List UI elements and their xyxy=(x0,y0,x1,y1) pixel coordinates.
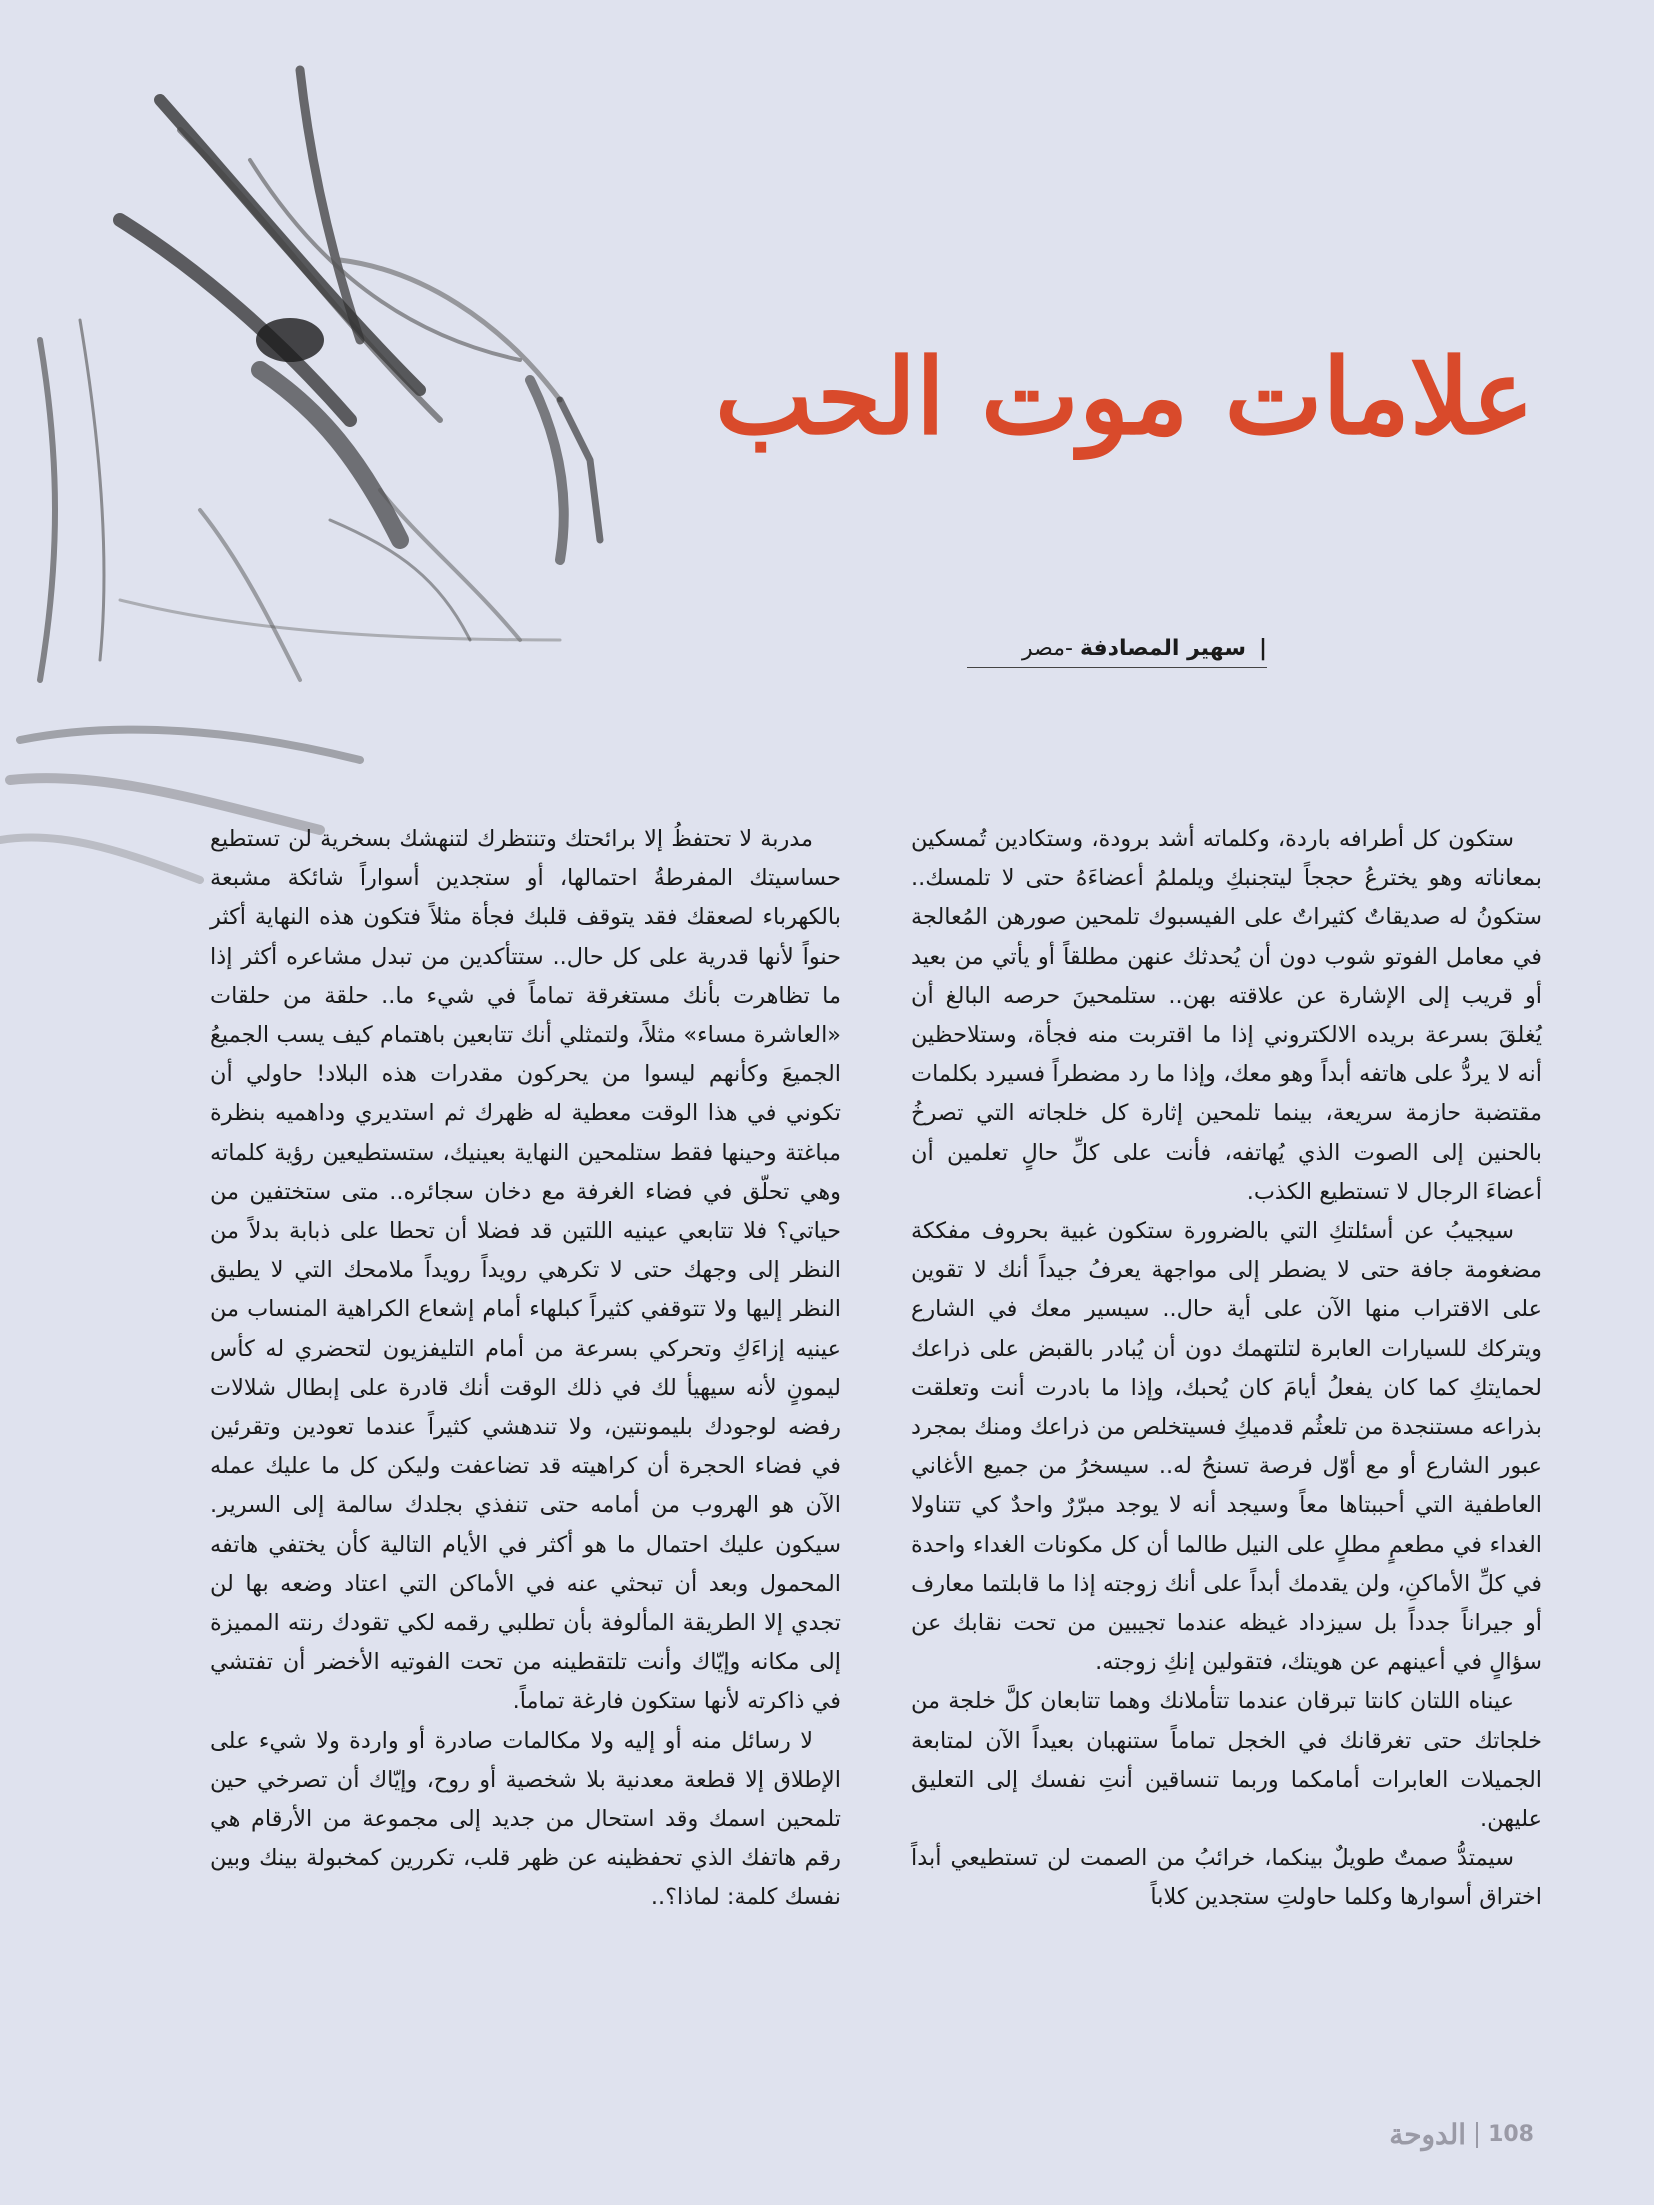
text-column-right xyxy=(911,820,1542,1918)
paragraph: عيناه اللتان كانتا تبرقان عندما تتأملانك وهما تتابعان كلَّ خلجة من خلجاتك حتى تغرقانك في الخجل تماماً ستنهبان بعيداً الآن لمتابعة الجميلات العابرات أمامكما وربما تنساقين أنتِ نفسك إلى التعليق عليهن. xyxy=(911,1688,1542,1833)
byline-separator: | xyxy=(1258,636,1267,661)
page-number: 108 xyxy=(1488,2122,1534,2147)
author-country: -مصر xyxy=(1021,636,1073,661)
ink-illustration xyxy=(0,40,740,900)
paragraph: ستكون كل أطرافه باردة، وكلماته أشد برودة، وستكادين تُمسكين بمعاناته وهو يخترعُ حججاً ليتجنبكِ ويلملمُ أعضاءَهُ حتى لا تلمسك.. ستكونُ له صديقاتٌ كثيراتٌ على الفيسبوك تلمحين صورهن المُعالجة في معامل الفوتو شوب دون أن يُحدثك عنهن مطلقاً أو يأتي من بعيد أو قريب إلى الإشارة عن علاقته بهن.. ستلمحينَ حرصه البالغ أن يُغلقَ بسرعة بريده الالكتروني إذا ما اقتربت منه فجأة، وستلاحظين أنه لا يردُّ على هاتفه أبداً وهو معك، وإذا ما رد مضطراً فسيرد بكلمات مقتضبة حازمة سريعة، بينما تلمحين إثارة كل خلجاته التي تصرخُ بالحنين إلى الصوت الذي يُهاتفه، فأنت على كلِّ حالٍ تعلمين أن أعضاءَ الرجال لا تستطيع الكذب. xyxy=(911,826,1542,1205)
paragraph: لا رسائل منه أو إليه ولا مكالمات صادرة أو واردة ولا شيء على الإطلاق إلا قطعة معدنية بلا شخصية أو روح، وإيّاك أن تصرخي حين تلمحين اسمك وقد استحال من جديد إلى مجموعة من الأرقام هي رقم هاتفك الذي تحفظينه عن ظهر قلب، تكررين كمخبولة بينك وبين نفسك كلمة: لماذا؟.. xyxy=(210,1727,841,1911)
magazine-logo: الدوحة xyxy=(1389,2118,1467,2151)
paragraph: مدربة لا تحتفظُ إلا برائحتك وتنتظرك لتنهشك بسخرية لن تستطيع حساسيتك المفرطةُ احتمالها، أو ستجدين أسواراً شائكة مشبعة بالكهرباء لصعقك فقد يتوقف قلبك فجأة مثلاً فتكون هذه النهاية أكثر حنواً لأنها قدرية على كل حال.. ستتأكدين من تبدل مشاعره أكثر إذا ما تظاهرت بأنك مستغرقة تماماً في شيء ما.. حلقة من حلقات «العاشرة مساء» مثلاً، ولتمثلي أنك تتابعين باهتمام كيف يسب الجميعُ الجميعَ وكأنهم ليسوا من يحركون مقدرات هذه البلاد! حاولي أن تكوني في هذا الوقت معطية له ظهرك ثم استديري وداهميه بنظرة مباغتة وحينها فقط ستلمحين النهاية بعينيك، ستستطيعين رؤية كلماته وهي تحلّق في فضاء الغرفة مع دخان سجائره.. متى ستختفين من حياتي؟ فلا تتابعي عينيه اللتين قد فضلا أن تحطا على ذبابة بدلاً من النظر إلى وجهك حتى لا تكرهي رويداً رويداً ملامحك التي لا يطيق النظر إليها ولا تتوقفي كثيراً كبلهاء أمام إشعاع الكراهية المنساب من عينيه إزاءَكِ وتحركي بسرعة من أمام التليفزيون لتحضري له كأس ليمونٍ لأنه سيهيأ لك في ذلك الوقت أنك قادرة على إبطال شلالات رفضه لوجودك بليمونتين، ولا تندهشي كثيراً عندما تعودين وتقرئين في فضاء الحجرة أن كراهيته قد تضاعفت وليكن كل ما عليك عمله الآن هو الهروب من أمامه حتى تنفذي بجلدك سالمة إلى السرير. سيكون عليك احتمال ما هو أكثر في الأيام التالية كأن يختفي هاتفه المحمول وبعد أن تبحثي عنه في الأماكن التي اعتاد وضعه بها لن تجدي إلا الطريقة المألوفة بأن تطلبي رقمه لكي تقودك رنته المميزة إلى مكانه وإيّاك وأنت تلتقطينه من تحت الفوتيه الأخضر أن تفتشي في ذاكرته لأنها ستكون فارغة تماماً. xyxy=(210,826,841,1715)
author-name: سهير المصادفة xyxy=(1079,636,1246,661)
article-title: علامات موت الحب xyxy=(715,335,1534,458)
text-column-left xyxy=(210,820,841,1918)
paragraph: سيمتدُّ صمتٌ طويلٌ بينكما، خرائبُ من الصمت لن تستطيعي أبداً اختراق أسوارها وكلما حاولتِ ستجدين كلاباً xyxy=(911,1845,1542,1911)
byline xyxy=(967,636,1267,668)
page-footer xyxy=(1389,2118,1534,2151)
paragraph: سيجيبُ عن أسئلتكِ التي بالضرورة ستكون غبية بحروف مفككة مضغومة جافة حتى لا يضطر إلى مواجهة يعرفُ جيداً أنك لا تقوين على الاقتراب منها الآن على أية حال.. سيسير معك في الشارع ويتركك للسيارات العابرة لتلتهمك دون أن يُبادر بالقبض على ذراعك لحمايتكِ كما كان يفعلُ أيامَ كان يُحبك، وإذا ما بادرت أنت وتعلقت بذراعه مستنجدة من تلعثُم قدميكِ فسيتخلص من ذراعك ومنك بمجرد عبور الشارع أو مع أوّل فرصة تسنحُ له.. سيسخرُ من جميع الأغاني العاطفية التي أحببتاها معاً وسيجد أنه لا يوجد مبرّرٌ واحدٌ كي تتناولا الغداء في مطعمٍ مطلٍ على النيل طالما أن كل مكونات الغداء واحدة في كلِّ الأماكنِ، ولن يقدمك أبداً على أنك زوجته إذا ما قابلتما معارف أو جيراناً جدداً بل سيزداد غيظه عندما تجيبين من تحت نقابك عن سؤالٍ في أعينهم عن هويتك، فتقولين إنكِ زوجته. xyxy=(911,1218,1542,1676)
footer-divider xyxy=(1476,2122,1478,2148)
